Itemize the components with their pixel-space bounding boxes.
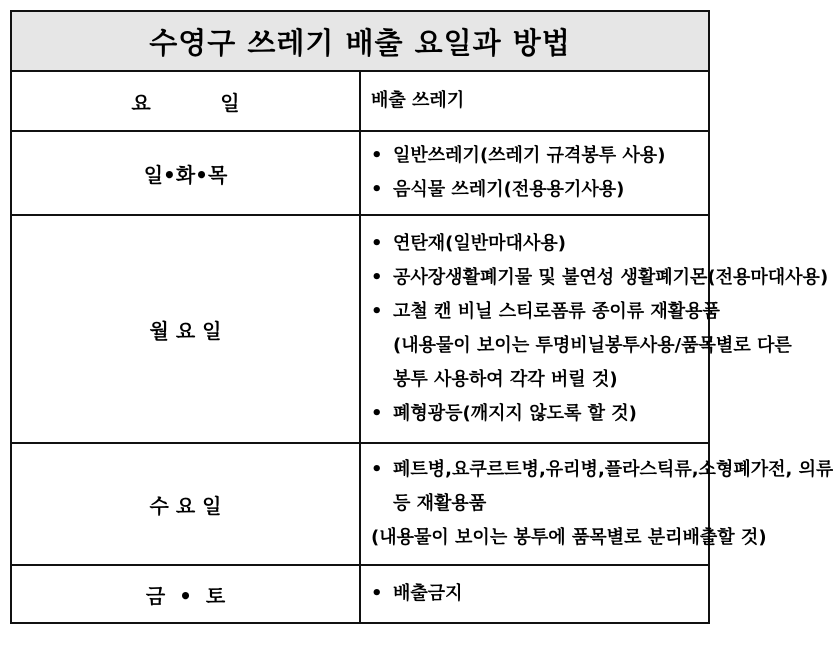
content-cell: [360, 71, 709, 131]
day-label: 금 • 토: [145, 583, 226, 608]
table-row: [11, 565, 709, 623]
table-row: [11, 71, 709, 131]
day-label: 월 요 일: [149, 318, 222, 343]
bullet-icon: •: [371, 233, 383, 254]
content-line: [371, 577, 700, 611]
content-line: [371, 139, 700, 173]
content-line: [371, 397, 700, 431]
line-text: (내용물이 보이는 투명비닐봉투사용/품목별로 다른: [393, 335, 792, 356]
line-text: 공사장생활폐기물 및 불연성 생활폐기몬(전용마대사용): [393, 267, 829, 288]
content-line: [371, 487, 700, 521]
line-text: 음식물 쓰레기(전용용기사용): [393, 179, 625, 200]
line-text: 연탄재(일반마대사용): [393, 233, 566, 254]
content-line: [371, 453, 833, 487]
table-row: [11, 131, 709, 215]
content-cell: [360, 131, 709, 215]
content-line: [371, 363, 700, 397]
content-line: [371, 173, 700, 207]
content-cell: [360, 565, 709, 623]
line-text: 봉투 사용하여 각각 버릴 것): [393, 369, 618, 390]
bullet-icon: •: [371, 583, 383, 604]
content-line: [371, 84, 700, 118]
line-text: 일반쓰레기(쓰레기 규격봉투 사용): [393, 145, 666, 166]
line-text: (내용물이 보이는 봉투에 품목별로 분리배출할 것): [371, 527, 767, 548]
content-cell: [360, 215, 829, 443]
day-label: 수 요 일: [149, 493, 222, 518]
line-text: 등 재활용품: [393, 493, 487, 514]
schedule-table-frame: [10, 10, 833, 656]
day-label: 요 일: [131, 90, 240, 115]
line-text: 페트병,요쿠르트병,유리병,플라스틱류,소형폐가전, 의류: [393, 459, 833, 480]
day-cell: [11, 443, 360, 565]
content-line: [371, 329, 792, 363]
table-row: [11, 215, 709, 443]
bullet-icon: •: [371, 145, 383, 166]
bullet-icon: •: [371, 267, 383, 288]
content-line: [371, 261, 829, 295]
content-line: [371, 295, 720, 329]
bullet-icon: •: [371, 179, 383, 200]
day-label: 일•화•목: [143, 162, 228, 187]
table-title: 수영구 쓰레기 배출 요일과 방법: [11, 11, 709, 71]
table-row: [11, 443, 709, 565]
bullet-icon: •: [371, 403, 383, 424]
day-cell: [11, 215, 360, 443]
content-cell: [360, 443, 833, 565]
line-text: 폐형광등(깨지지 않도록 할 것): [393, 403, 637, 424]
bullet-icon: •: [371, 459, 383, 480]
line-text: 고철 캔 비닐 스티로폼류 종이류 재활용품: [393, 301, 720, 322]
bullet-icon: •: [371, 301, 383, 322]
content-line: [371, 521, 767, 555]
schedule-table: [10, 10, 833, 624]
day-cell: [11, 565, 360, 623]
day-cell: [11, 131, 360, 215]
line-text: 배출금지: [393, 583, 463, 604]
line-text: 배출 쓰레기: [371, 90, 465, 111]
day-cell: [11, 71, 360, 131]
content-line: [371, 227, 700, 261]
